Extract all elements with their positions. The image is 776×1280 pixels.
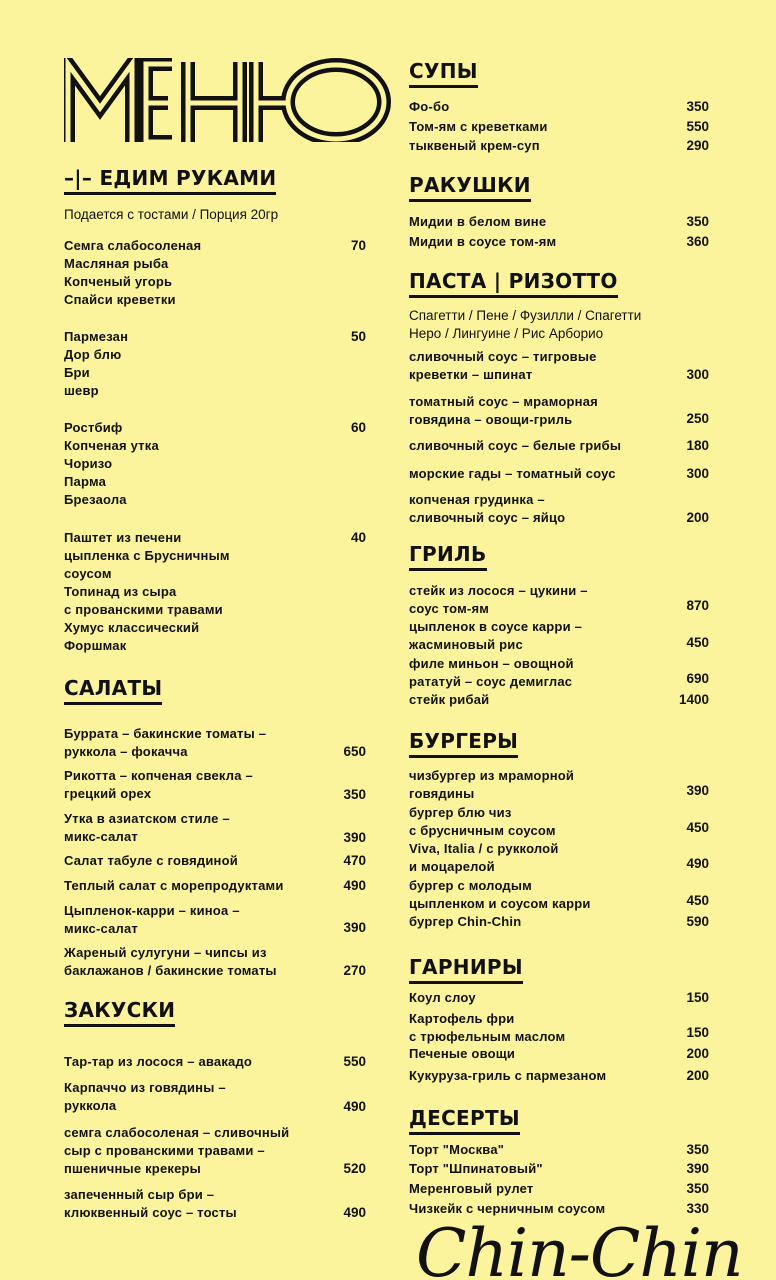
item-name: томатный соус – мраморная bbox=[409, 394, 598, 409]
item-name: цыпленка с Брусничным bbox=[64, 548, 230, 563]
menu-item bbox=[409, 233, 669, 251]
menu-item bbox=[64, 1124, 334, 1178]
item-name: Паштет из печени bbox=[64, 530, 182, 545]
menu-item bbox=[409, 618, 669, 654]
item-name: Меренговый рулет bbox=[409, 1181, 534, 1196]
menu-item bbox=[409, 1045, 669, 1063]
group-spreads bbox=[64, 529, 334, 655]
item-name: сливочный соус – яйцо bbox=[409, 510, 566, 525]
menu-item bbox=[64, 1053, 334, 1071]
item-price: 60 bbox=[350, 420, 366, 435]
item-name: сливочный соус – белые грибы bbox=[409, 438, 622, 453]
item-name: Торт "Шпинатовый" bbox=[409, 1161, 543, 1176]
item-name: Карпаччо из говядины – bbox=[64, 1080, 226, 1095]
item-name: цыпленок в соусе карри – bbox=[409, 619, 583, 634]
item-name: Мидии в белом вине bbox=[409, 214, 547, 229]
item-price: 450 bbox=[686, 635, 709, 650]
item-price: 50 bbox=[350, 329, 366, 344]
item-price: 350 bbox=[343, 787, 366, 802]
item-name: сливочный соус – тигровые bbox=[409, 349, 597, 364]
menu-item bbox=[409, 1180, 669, 1198]
item-price: 290 bbox=[686, 138, 709, 153]
item-price: 200 bbox=[686, 1068, 709, 1083]
item-name: микс-салат bbox=[64, 829, 138, 844]
menu-item bbox=[409, 655, 669, 691]
menu-item bbox=[409, 1010, 669, 1046]
menu-item bbox=[409, 877, 669, 913]
menu-item bbox=[409, 989, 669, 1007]
item-price: 690 bbox=[686, 671, 709, 686]
item-price: 40 bbox=[350, 530, 366, 545]
item-price: 550 bbox=[343, 1054, 366, 1069]
item-name: с трюфельным маслом bbox=[409, 1029, 566, 1044]
item-name: соус том-ям bbox=[409, 601, 490, 616]
item-price: 150 bbox=[686, 1025, 709, 1040]
group-meat bbox=[64, 419, 334, 509]
item-price: 180 bbox=[686, 438, 709, 453]
item-name: сыр с прованскими травами – bbox=[64, 1143, 265, 1158]
item-name: Viva, Italia / с рукколой bbox=[409, 841, 559, 856]
menu-item bbox=[409, 691, 669, 709]
menu-item bbox=[409, 213, 669, 231]
menu-item bbox=[409, 1067, 669, 1085]
menu-title bbox=[64, 58, 394, 142]
menu-item bbox=[409, 804, 669, 840]
item-name: копченая грудинка – bbox=[409, 492, 545, 507]
section-title-shellfish: РАКУШКИ bbox=[409, 173, 531, 202]
section-title-salads: САЛАТЫ bbox=[64, 676, 162, 705]
item-name: Брезаола bbox=[64, 492, 127, 507]
item-name: и моцарелой bbox=[409, 859, 495, 874]
item-name: рататуй – соус демиглас bbox=[409, 674, 573, 689]
item-name: филе миньон – овощной bbox=[409, 656, 574, 671]
item-name: Дор блю bbox=[64, 347, 122, 362]
item-price: 330 bbox=[686, 1201, 709, 1216]
item-name: Спайси креветки bbox=[64, 292, 176, 307]
menu-item bbox=[409, 118, 669, 136]
section-title-sides: ГАРНИРЫ bbox=[409, 955, 523, 984]
item-price: 360 bbox=[686, 234, 709, 249]
item-price: 590 bbox=[686, 914, 709, 929]
item-price: 300 bbox=[686, 367, 709, 382]
item-name: Бри bbox=[64, 365, 90, 380]
item-price: 490 bbox=[343, 1099, 366, 1114]
item-price: 200 bbox=[686, 1046, 709, 1061]
item-name: морские гады – томатный соус bbox=[409, 466, 616, 481]
item-price: 350 bbox=[686, 1142, 709, 1157]
item-price: 490 bbox=[686, 856, 709, 871]
item-price: 390 bbox=[343, 830, 366, 845]
menu-item bbox=[409, 1160, 669, 1178]
menu-item bbox=[64, 810, 334, 846]
item-name: Салат табуле с говядиной bbox=[64, 853, 238, 868]
menu-item bbox=[64, 852, 334, 870]
menu-item bbox=[64, 725, 334, 761]
menu-item bbox=[409, 465, 669, 483]
item-name: Копченый угорь bbox=[64, 274, 173, 289]
item-price: 450 bbox=[686, 820, 709, 835]
item-price: 450 bbox=[686, 893, 709, 908]
item-price: 390 bbox=[686, 1161, 709, 1176]
item-name: Форшмак bbox=[64, 638, 127, 653]
item-name: стейк из лосося – цукини – bbox=[409, 583, 588, 598]
item-price: 350 bbox=[686, 214, 709, 229]
section-title-burgers: БУРГЕРЫ bbox=[409, 729, 518, 758]
item-price: 350 bbox=[686, 1181, 709, 1196]
menu-item bbox=[409, 767, 669, 803]
menu-item bbox=[409, 1141, 669, 1159]
item-name: креветки – шпинат bbox=[409, 367, 533, 382]
item-price: 490 bbox=[343, 1205, 366, 1220]
item-name: Печеные овощи bbox=[409, 1046, 516, 1061]
menu-item bbox=[409, 98, 669, 116]
section-title-finger-food: –|– ЕДИМ РУКАМИ bbox=[64, 166, 276, 195]
item-name: с брусничным соусом bbox=[409, 823, 556, 838]
item-name: говядина – овощи-гриль bbox=[409, 412, 573, 427]
item-name: грецкий орех bbox=[64, 786, 152, 801]
menu-item bbox=[64, 1079, 334, 1115]
item-name: пшеничные крекеры bbox=[64, 1161, 201, 1176]
menu-item bbox=[64, 767, 334, 803]
item-name: Кукуруза-гриль с пармезаном bbox=[409, 1068, 607, 1083]
menu-item bbox=[409, 348, 669, 384]
item-price: 650 bbox=[343, 744, 366, 759]
group-fish bbox=[64, 237, 334, 309]
menu-item bbox=[409, 437, 669, 455]
item-price: 70 bbox=[350, 238, 366, 253]
item-price: 250 bbox=[686, 411, 709, 426]
menu-item bbox=[409, 913, 669, 931]
menu-item bbox=[409, 393, 669, 429]
section-note-finger-food: Подается с тостами / Порция 20гр bbox=[64, 207, 279, 222]
item-name: Парма bbox=[64, 474, 107, 489]
item-name: Топинад из сыра bbox=[64, 584, 177, 599]
item-name: Утка в азиатском стиле – bbox=[64, 811, 230, 826]
section-title-soups: СУПЫ bbox=[409, 59, 478, 88]
item-name: тыквеный крем-суп bbox=[409, 138, 540, 153]
item-name: Хумус классический bbox=[64, 620, 200, 635]
section-title-pasta-risotto: ПАСТА | РИЗОТТО bbox=[409, 269, 618, 298]
group-cheese bbox=[64, 328, 334, 400]
item-name: говядины bbox=[409, 786, 475, 801]
item-price: 550 bbox=[686, 119, 709, 134]
item-name: баклажанов / бакинские томаты bbox=[64, 963, 277, 978]
item-price: 350 bbox=[686, 99, 709, 114]
item-name: Том-ям с креветками bbox=[409, 119, 548, 134]
item-name: Мидии в соусе том-ям bbox=[409, 234, 557, 249]
item-name: Ростбиф bbox=[64, 420, 123, 435]
item-name: Теплый салат с морепродуктами bbox=[64, 878, 284, 893]
menu-item bbox=[409, 491, 669, 527]
section-title-appetizers: ЗАКУСКИ bbox=[64, 998, 175, 1027]
item-name: Пармезан bbox=[64, 329, 129, 344]
section-note-pasta-line-1: Спагетти / Пене / Фузилли / Спагетти bbox=[409, 308, 642, 323]
menu-item bbox=[64, 1186, 334, 1222]
item-name: Тар-тар из лосося – авакадо bbox=[64, 1054, 253, 1069]
item-name: микс-салат bbox=[64, 921, 138, 936]
item-price: 470 bbox=[343, 853, 366, 868]
item-price: 390 bbox=[686, 783, 709, 798]
item-name: шевр bbox=[64, 383, 99, 398]
section-note-pasta-line-2: Неро / Лингуине / Рис Арборио bbox=[409, 326, 604, 341]
item-price: 1400 bbox=[678, 692, 709, 707]
item-name: бургер блю чиз bbox=[409, 805, 512, 820]
menu-item bbox=[409, 840, 669, 876]
item-name: стейк рибай bbox=[409, 692, 490, 707]
item-price: 490 bbox=[343, 878, 366, 893]
section-title-grill: ГРИЛЬ bbox=[409, 542, 487, 571]
menu-item bbox=[409, 582, 669, 618]
item-name: Торт "Москва" bbox=[409, 1142, 505, 1157]
item-name: чизбургер из мраморной bbox=[409, 768, 575, 783]
item-price: 520 bbox=[343, 1161, 366, 1176]
section-title-desserts: ДЕСЕРТЫ bbox=[409, 1106, 520, 1135]
item-name: Масляная рыба bbox=[64, 256, 169, 271]
item-name: бургер с молодым bbox=[409, 878, 532, 893]
item-name: Картофель фри bbox=[409, 1011, 515, 1026]
item-name: Копченая утка bbox=[64, 438, 159, 453]
item-name: запеченный сыр бри – bbox=[64, 1187, 215, 1202]
item-name: клюквенный соус – тосты bbox=[64, 1205, 237, 1220]
menu-item bbox=[64, 902, 334, 938]
menu-title-text: МЕНЮ bbox=[64, 58, 68, 59]
item-name: с прованскими травами bbox=[64, 602, 223, 617]
item-price: 300 bbox=[686, 466, 709, 481]
item-name: семга слабосоленая – сливочный bbox=[64, 1125, 290, 1140]
item-name: цыпленком и соусом карри bbox=[409, 896, 591, 911]
item-name: Фо-бо bbox=[409, 99, 450, 114]
menu-item bbox=[409, 137, 669, 155]
item-price: 270 bbox=[343, 963, 366, 978]
item-price: 150 bbox=[686, 990, 709, 1005]
item-name: Семга слабосоленая bbox=[64, 238, 202, 253]
item-price: 870 bbox=[686, 598, 709, 613]
menu-item bbox=[64, 944, 334, 980]
item-name: Цыпленок-карри – киноа – bbox=[64, 903, 240, 918]
item-name: Рикотта – копченая свекла – bbox=[64, 768, 253, 783]
brand-logo: Chin-Chin bbox=[416, 1215, 743, 1280]
item-name: Жареный сулугуни – чипсы из bbox=[64, 945, 267, 960]
item-name: Коул слоу bbox=[409, 990, 476, 1005]
item-name: жасминовый рис bbox=[409, 637, 523, 652]
item-name: руккола bbox=[64, 1098, 117, 1113]
item-name: бургер Chin-Chin bbox=[409, 914, 522, 929]
item-name: Чоризо bbox=[64, 456, 113, 471]
item-name: Буррата – бакинские томаты – bbox=[64, 726, 267, 741]
item-price: 390 bbox=[343, 920, 366, 935]
item-name: руккола – фокачча bbox=[64, 744, 188, 759]
item-name: соусом bbox=[64, 566, 112, 581]
item-name: Чизкейк с черничным соусом bbox=[409, 1201, 606, 1216]
item-price: 200 bbox=[686, 510, 709, 525]
menu-item bbox=[64, 877, 334, 895]
